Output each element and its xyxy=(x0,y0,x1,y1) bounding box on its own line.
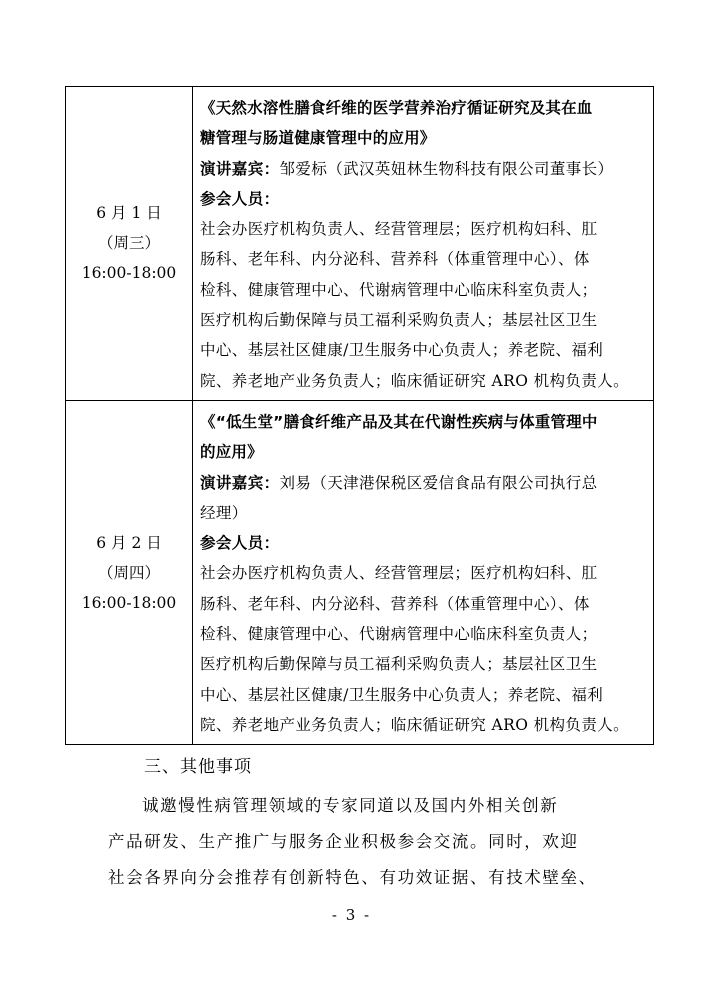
paragraph-line: 诚邀慢性病管理领域的专家同道以及国内外相关创新 xyxy=(142,796,559,815)
attendee-line: 检科、健康管理中心、代谢病管理中心临床科室负责人； xyxy=(200,625,598,644)
session-date: 6 月 2 日 xyxy=(96,533,162,552)
speaker-line xyxy=(200,468,647,498)
talk-title xyxy=(200,93,647,154)
session-info-cell xyxy=(193,400,654,744)
attendee-line: 院、养老地产业务负责人；临床循证研究 ARO 机构负责人。 xyxy=(200,371,630,390)
paragraph-line: 产品研发、生产推广与服务企业积极参会交流。同时，欢迎 xyxy=(108,832,579,851)
schedule-row xyxy=(66,87,654,401)
attendees-label: 参会人员： xyxy=(200,189,280,208)
talk-title-line: 《“低生堂”膳食纤维产品及其在代谢性疾病与体重管理中 xyxy=(200,412,598,431)
speaker-label: 演讲嘉宾： xyxy=(200,159,280,178)
speaker-line xyxy=(200,154,647,184)
attendee-line: 中心、基层社区健康/卫生服务中心负责人；养老院、福利 xyxy=(200,685,604,704)
session-info-cell xyxy=(193,87,654,401)
talk-title-line: 糖管理与肠道健康管理中的应用》 xyxy=(200,129,436,148)
attendee-line: 医疗机构后勤保障与员工福利采购负责人；基层社区卫生 xyxy=(200,311,598,330)
attendees-label: 参会人员： xyxy=(200,534,280,553)
session-time: 16:00-18:00 xyxy=(81,264,177,283)
paragraph-line: 社会各界向分会推荐有创新特色、有功效证据、有技术壁垒、 xyxy=(108,868,597,887)
talk-title xyxy=(200,407,647,468)
speaker-label: 演讲嘉宾： xyxy=(200,473,280,492)
session-time: 16:00-18:00 xyxy=(81,593,177,612)
attendee-line: 肠科、老年科、内分泌科、营养科（体重管理中心）、体 xyxy=(200,594,590,613)
attendee-list xyxy=(200,214,647,396)
session-weekday: （周三） xyxy=(97,234,160,253)
schedule-row xyxy=(66,400,654,744)
attendee-line: 社会办医疗机构负责人、经营管理层；医疗机构妇科、肛 xyxy=(200,564,598,583)
talk-title-line: 的应用》 xyxy=(200,443,263,462)
talk-title-line: 《天然水溶性膳食纤维的医学营养治疗循证研究及其在血 xyxy=(200,99,593,117)
section-heading: 三、其他事项 xyxy=(144,757,252,777)
speaker-name: 邹爱标（武汉英妞林生物科技有限公司董事长） xyxy=(279,159,614,178)
session-date: 6 月 1 日 xyxy=(96,204,162,223)
attendee-line: 院、养老地产业务负责人；临床循证研究 ARO 机构负责人。 xyxy=(200,715,630,734)
speaker-line-continued: 经理） xyxy=(200,503,248,522)
date-cell xyxy=(66,400,193,744)
attendee-line: 医疗机构后勤保障与员工福利采购负责人；基层社区卫生 xyxy=(200,655,598,674)
speaker-name: 刘易（天津港保税区爱信食品有限公司执行总 xyxy=(279,473,598,492)
date-cell xyxy=(66,87,193,401)
attendee-line: 检科、健康管理中心、代谢病管理中心临床科室负责人； xyxy=(200,280,598,299)
page-number: - 3 - xyxy=(331,906,372,924)
attendee-line: 肠科、老年科、内分泌科、营养科（体重管理中心）、体 xyxy=(200,250,590,269)
schedule-table xyxy=(65,86,654,745)
body-paragraph xyxy=(108,788,608,896)
attendee-list xyxy=(200,558,647,740)
attendee-line: 社会办医疗机构负责人、经营管理层；医疗机构妇科、肛 xyxy=(200,220,598,239)
session-weekday: （周四） xyxy=(97,563,160,582)
attendee-line: 中心、基层社区健康/卫生服务中心负责人；养老院、福利 xyxy=(200,341,604,360)
